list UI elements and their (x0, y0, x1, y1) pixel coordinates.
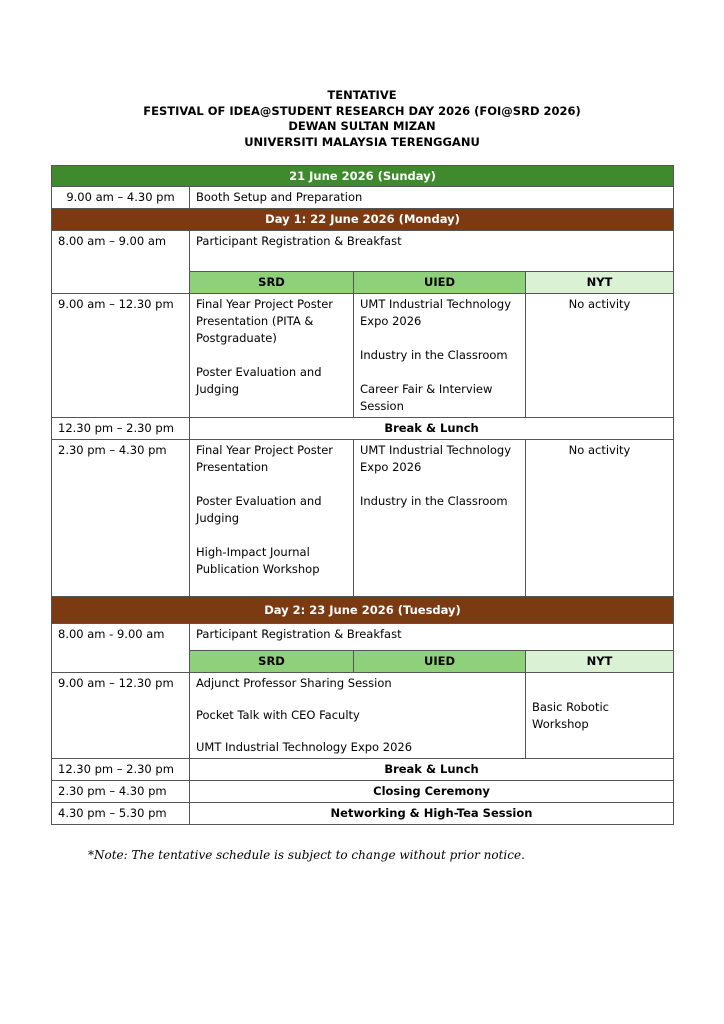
day0-banner-row (52, 166, 674, 187)
day1-afternoon-uied-item: UMT Industrial Technology Expo 2026 (360, 443, 512, 474)
day1-registration-row (52, 231, 674, 272)
day1-banner: Day 1: 22 June 2026 (Monday) (52, 209, 674, 231)
day2-col-nyt: NYT (526, 651, 674, 673)
day1-morning-row (52, 294, 674, 418)
day1-afternoon-srd-item: High-Impact Journal Publication Workshop (196, 545, 320, 576)
day2-break-label: Break & Lunch (190, 759, 674, 781)
day0-row (52, 187, 674, 209)
day2-closing-time: 2.30 pm – 4.30 pm (52, 781, 190, 803)
day1-break-time: 12.30 pm – 2.30 pm (52, 418, 190, 440)
day2-morning-item: Adjunct Professor Sharing Session (196, 676, 392, 690)
day1-morning-srd-item: Final Year Project Poster Presentation (PITA & Postgraduate) (196, 297, 334, 345)
day1-break-label: Break & Lunch (190, 418, 674, 440)
day1-reg-activity: Participant Registration & Breakfast (190, 231, 674, 272)
day1-morning-uied-item: UMT Industrial Technology Expo 2026 (360, 297, 512, 328)
day1-afternoon-time: 2.30 pm – 4.30 pm (52, 440, 190, 597)
day1-morning-time: 9.00 am – 12.30 pm (52, 294, 190, 418)
day1-afternoon-uied-item: Industry in the Classroom (360, 494, 508, 508)
day2-col-uied: UIED (354, 651, 526, 673)
day1-afternoon-srd-item: Poster Evaluation and Judging (196, 494, 322, 525)
day1-morning-nyt: No activity (526, 294, 674, 418)
day2-break-time: 12.30 pm – 2.30 pm (52, 759, 190, 781)
title-line-university: UNIVERSITI MALAYSIA TERENGGANU (244, 134, 480, 149)
document-title (0, 88, 724, 150)
day2-banner: Day 2: 23 June 2026 (Tuesday) (52, 597, 674, 624)
day2-networking-label: Networking & High-Tea Session (190, 803, 674, 825)
footnote: *Note: The tentative schedule is subject to change without prior notice. (88, 848, 525, 862)
day1-col-nyt: NYT (526, 272, 674, 294)
day1-col-srd: SRD (190, 272, 354, 294)
day2-morning-item: UMT Industrial Technology Expo 2026 (196, 740, 413, 754)
day2-morning-activities (190, 673, 526, 759)
day2-morning-time: 9.00 am – 12.30 pm (52, 673, 190, 759)
day2-closing-row (52, 781, 674, 803)
day1-reg-time: 8.00 am – 9.00 am (52, 231, 190, 294)
day2-reg-activity: Participant Registration & Breakfast (190, 624, 674, 651)
day1-col-uied: UIED (354, 272, 526, 294)
day1-afternoon-srd-item: Final Year Project Poster Presentation (196, 443, 334, 474)
day1-morning-uied-item: Industry in the Classroom (360, 348, 508, 362)
day1-afternoon-uied (354, 440, 526, 597)
day2-closing-label: Closing Ceremony (190, 781, 674, 803)
title-line-tentative: TENTATIVE (327, 88, 397, 102)
day2-morning-nyt: Basic Robotic Workshop (526, 673, 674, 759)
day2-banner-row (52, 597, 674, 624)
day2-reg-time: 8.00 am - 9.00 am (52, 624, 190, 673)
day2-morning-row (52, 673, 674, 759)
day2-networking-row (52, 803, 674, 825)
day1-banner-row (52, 209, 674, 231)
day2-morning-item: Pocket Talk with CEO Faculty (196, 708, 360, 722)
day0-time: 9.00 am – 4.30 pm (52, 187, 190, 209)
day2-col-srd: SRD (190, 651, 354, 673)
day2-registration-row (52, 624, 674, 651)
day1-break-row (52, 418, 674, 440)
day1-afternoon-srd (190, 440, 354, 597)
day1-afternoon-nyt: No activity (526, 440, 674, 597)
day1-morning-uied (354, 294, 526, 418)
title-line-event: FESTIVAL OF IDEA@STUDENT RESEARCH DAY 2026 (FOI@SRD 2026) (143, 103, 581, 118)
day1-morning-srd-item: Poster Evaluation and Judging (196, 365, 322, 396)
day1-afternoon-row (52, 440, 674, 597)
day2-networking-time: 4.30 pm – 5.30 pm (52, 803, 190, 825)
day1-morning-srd (190, 294, 354, 418)
day2-break-row (52, 759, 674, 781)
day0-banner: 21 June 2026 (Sunday) (52, 166, 674, 187)
schedule-table (51, 165, 674, 825)
title-line-venue: DEWAN SULTAN MIZAN (288, 119, 436, 133)
day1-morning-uied-item: Career Fair & Interview Session (360, 382, 493, 413)
day0-activity: Booth Setup and Preparation (190, 187, 674, 209)
